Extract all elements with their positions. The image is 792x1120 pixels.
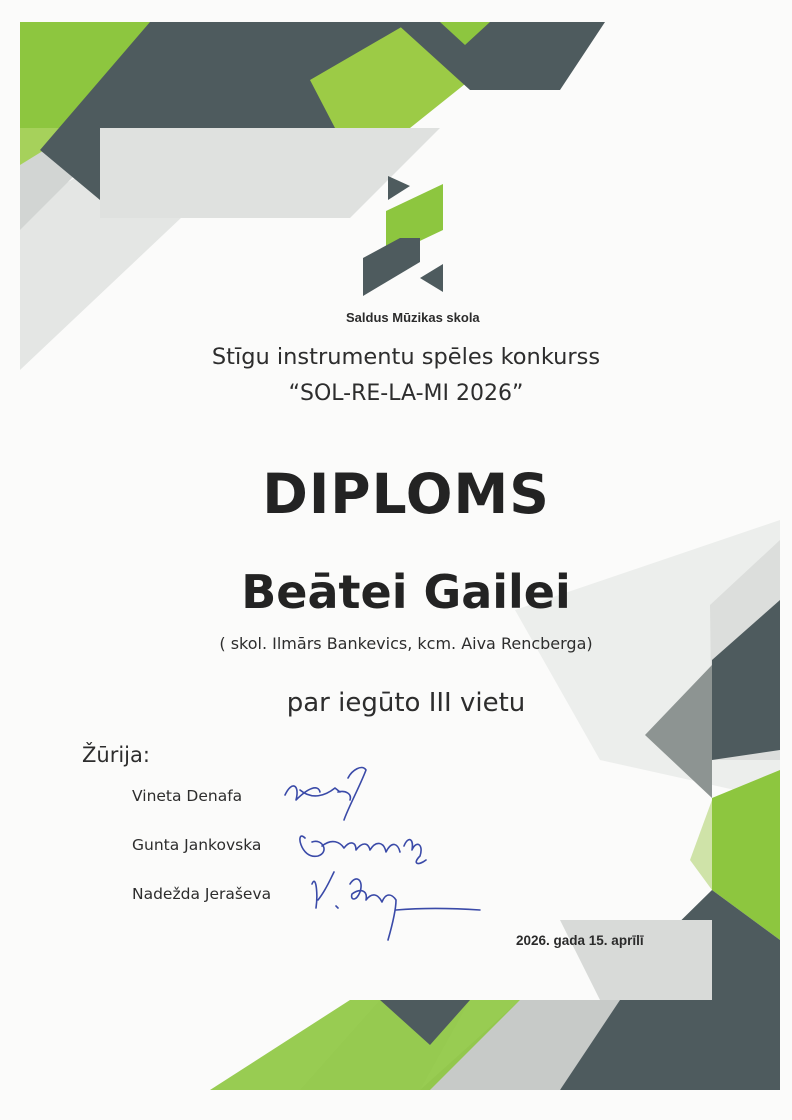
- diploma-heading: DIPLOMS: [262, 462, 550, 526]
- competition-edition: “SOL-RE-LA-MI 2026”: [288, 381, 524, 406]
- teachers-line: ( skol. Ilmārs Bankevics, kcm. Aiva Rencberga): [219, 634, 593, 653]
- award-text: par iegūto III vietu: [286, 688, 526, 718]
- date: 2026. gada 15. aprīlī: [516, 933, 644, 948]
- signature-3: [312, 872, 480, 940]
- jury-label: Žūrija:: [82, 743, 150, 767]
- school-name: Saldus Mūzikas skola: [346, 310, 480, 325]
- juror-name: Gunta Jankovska: [132, 836, 262, 854]
- recipient-name: Beātei Gailei: [241, 565, 571, 619]
- signature-2: [300, 836, 426, 863]
- juror-name: Nadežda Jeraševa: [132, 885, 272, 903]
- juror-name: Vineta Denafa: [132, 787, 243, 805]
- signature-1: [285, 768, 366, 820]
- competition-title: Stīgu instrumentu spēles konkurss: [211, 344, 601, 370]
